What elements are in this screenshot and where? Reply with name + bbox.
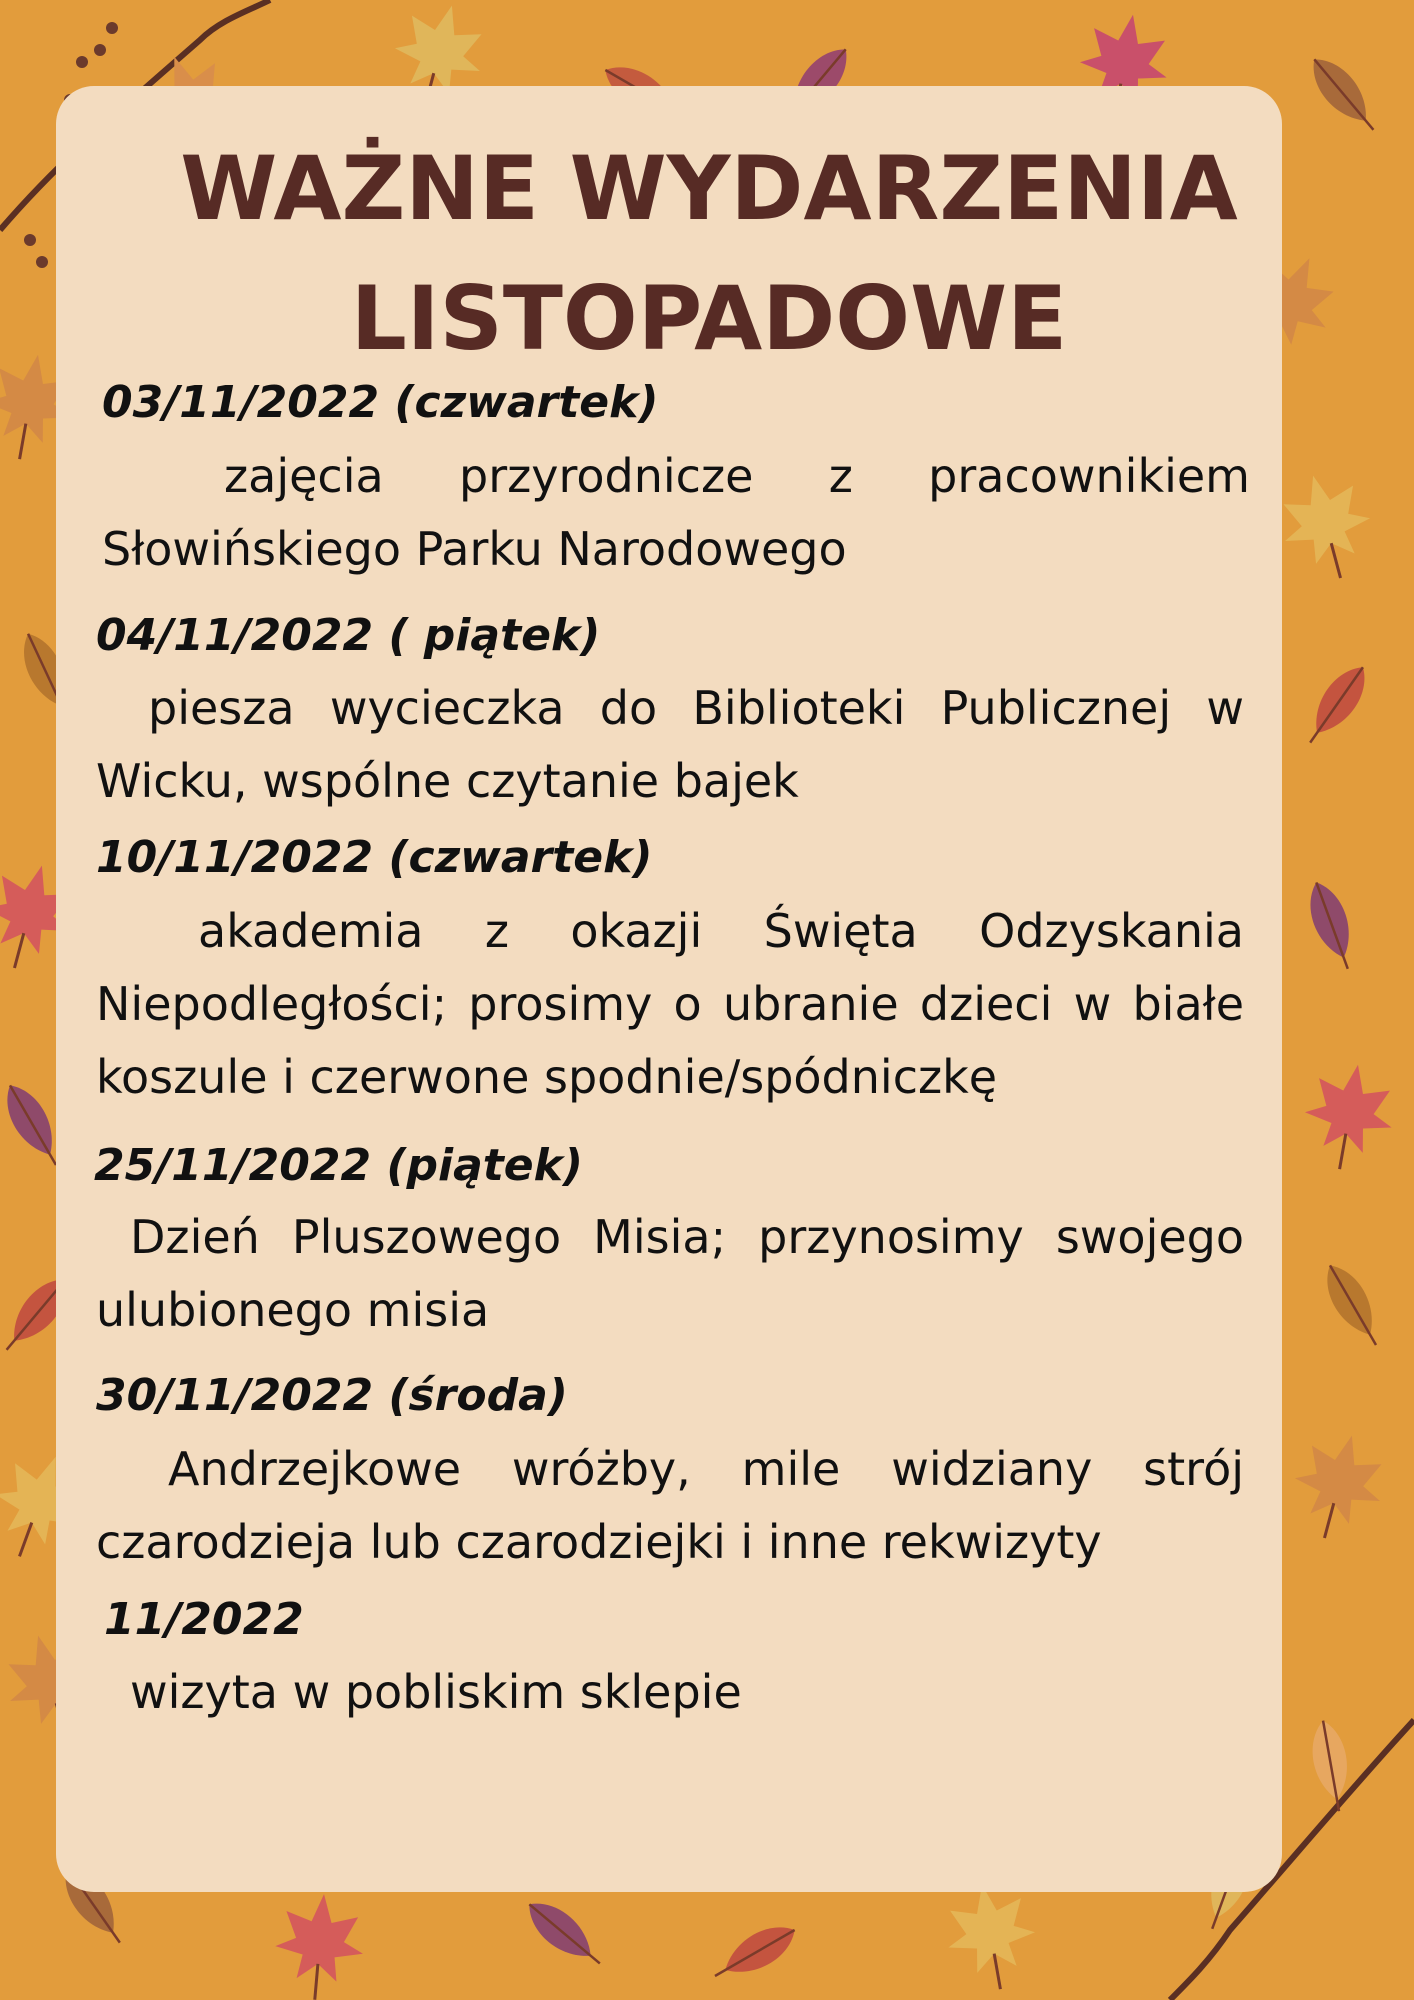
event-date: 10/11/2022 (czwartek) — [96, 832, 653, 883]
page-title-line-1: WAŻNE WYDARZENIA — [180, 137, 1238, 240]
event-date: 11/2022 — [104, 1594, 304, 1645]
event-description: wizyta w pobliskim sklepie — [130, 1665, 742, 1719]
event-date: 30/11/2022 (środa) — [96, 1370, 568, 1421]
event-description: piesza wycieczka do Biblioteki Publicznej w Wicku, wspólne czytanie bajek — [96, 681, 1244, 808]
event-description: zajęcia przyrodnicze z pracownikiem Słowińskiego Parku Narodowego — [102, 449, 1250, 576]
event-description: Dzień Pluszowego Misia; przynosimy swojego ulubionego misia — [96, 1210, 1244, 1337]
event-date: 25/11/2022 (piątek) — [94, 1140, 584, 1191]
event-description: akademia z okazji Święta Odzyskania Niepodległości; prosimy o ubranie dzieci w białe koszule i czerwone spodnie/spódniczkę — [96, 904, 1244, 1104]
event-date: 04/11/2022 ( piątek) — [96, 610, 601, 661]
event-description: Andrzejkowe wróżby, mile widziany strój czarodzieja lub czarodziejki i inne rekwizyty — [96, 1442, 1244, 1569]
page-title-line-2: LISTOPADOWE — [350, 267, 1068, 370]
event-date: 03/11/2022 (czwartek) — [102, 377, 659, 428]
